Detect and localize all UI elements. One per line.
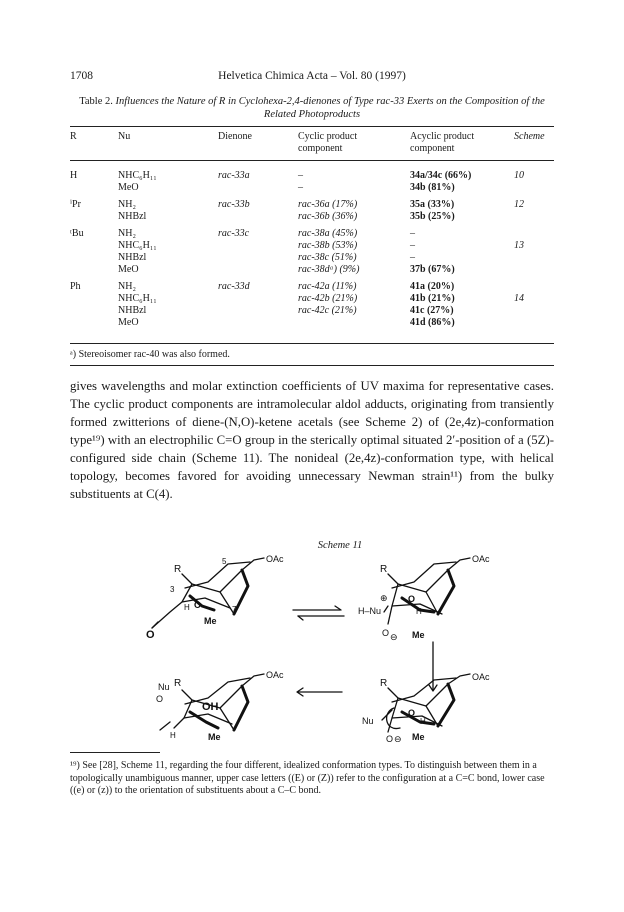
- footnote-marker: ¹⁹): [70, 760, 80, 771]
- label-7: 7: [232, 605, 237, 614]
- cell-cyclic: rac-36b (36%): [298, 211, 358, 222]
- cell-acyclic: 37b (67%): [410, 264, 455, 275]
- table-caption-label: Table 2.: [79, 96, 113, 107]
- cell-scheme: 14: [514, 293, 524, 304]
- footnote: [70, 760, 554, 798]
- cell-nu: NHBzl: [118, 252, 147, 263]
- label-o: O: [146, 629, 155, 641]
- cell-dienone: rac-33c: [218, 228, 250, 239]
- footnote-text: See [28], Scheme 11, regarding the four different, idealized conformation types. To distinguish between them in a topologically unambiguous manner, upper case letters ((E) or (Z)) refer to the configuration at a C=C bond, lower case ((e) or (z)) to the orientation of substituents about a C–C bond.: [70, 760, 545, 796]
- header-acyclic-2: component: [410, 143, 455, 154]
- cell-cyclic: –: [298, 182, 303, 193]
- cell-cyclic: rac-36a (17%): [298, 199, 358, 210]
- cell-nu: NH₂: [118, 199, 136, 210]
- label-h-nu: H–Nu: [358, 606, 382, 616]
- label-r: R: [174, 564, 182, 575]
- cell-nu: NHBzl: [118, 211, 147, 222]
- label-h: H: [420, 717, 426, 726]
- cell-cyclic: rac-38dᵃ) (9%): [298, 264, 360, 275]
- scheme-11-diagram: [130, 552, 560, 742]
- label-minus: ⊖: [390, 632, 398, 642]
- label-o: O: [382, 628, 390, 638]
- label-me: Me: [208, 732, 221, 742]
- label-oac: OAc: [266, 670, 284, 680]
- cell-dienone: rac-33d: [218, 281, 250, 292]
- label-h: H: [184, 603, 190, 612]
- cell-dienone: rac-33b: [218, 199, 250, 210]
- cell-acyclic: 41b (21%): [410, 293, 455, 304]
- scheme-title: Scheme 11: [317, 540, 363, 551]
- label-r: R: [380, 564, 388, 575]
- label-o: O: [408, 594, 416, 604]
- cell-scheme: 12: [514, 199, 524, 210]
- label-h: H: [416, 607, 422, 616]
- label-oac: OAc: [472, 672, 490, 682]
- table-bottom-rule: [70, 343, 554, 344]
- label-o: O: [194, 600, 202, 610]
- label-minus: ⊖: [394, 734, 402, 742]
- table-caption-text: Influences the Nature of R in Cyclohexa-2,4-dienones of Type rac-33 Exerts on the Composition of the Related Photoproducts: [115, 96, 545, 120]
- table-caption: [70, 95, 554, 121]
- cell-acyclic: 34a/34c (66%): [410, 170, 472, 181]
- header-cyclic-2: component: [298, 143, 343, 154]
- cell-cyclic: rac-42c (21%): [298, 305, 357, 316]
- cell-nu: NHC₆H₁₁: [118, 170, 157, 181]
- cell-r: Ph: [70, 281, 81, 292]
- label-3: 3: [170, 585, 175, 594]
- cell-acyclic: 35b (25%): [410, 211, 455, 222]
- label-me: Me: [204, 616, 217, 626]
- cell-cyclic: –: [298, 170, 303, 181]
- cell-r: ᵗBu: [70, 228, 84, 239]
- cell-nu: MeO: [118, 264, 139, 275]
- header-scheme: Scheme: [514, 131, 545, 142]
- cell-nu: NHC₆H₁₁: [118, 293, 157, 304]
- label-o: O: [156, 694, 164, 704]
- label-nu: Nu: [362, 716, 374, 726]
- cell-nu: MeO: [118, 317, 139, 328]
- label-o: O: [386, 734, 394, 742]
- header-acyclic-1: Acyclic product: [410, 131, 475, 142]
- cell-cyclic: rac-42a (11%): [298, 281, 357, 292]
- table-footnote: ᵃ) Stereoisomer rac-40 was also formed.: [70, 349, 230, 360]
- structure-bottom-right: [382, 674, 470, 732]
- cell-acyclic: 41a (20%): [410, 281, 455, 292]
- label-nu: Nu: [158, 682, 170, 692]
- cell-acyclic: 34b (81%): [410, 182, 455, 193]
- header-dienone: Dienone: [218, 131, 252, 142]
- label-oac: OAc: [472, 554, 490, 564]
- header-nu: Nu: [118, 131, 131, 142]
- journal-title: Helvetica Chimica Acta – Vol. 80 (1997): [218, 70, 406, 82]
- cell-acyclic: 41d (86%): [410, 317, 455, 328]
- cell-acyclic: –: [410, 228, 415, 239]
- page-number: 1708: [70, 70, 93, 82]
- label-me: Me: [412, 630, 425, 640]
- cell-scheme: 13: [514, 240, 524, 251]
- structure-top-right: [384, 558, 470, 624]
- cell-nu: NHBzl: [118, 305, 147, 316]
- cell-cyclic: rac-38a (45%): [298, 228, 358, 239]
- cell-cyclic: rac-38b (53%): [298, 240, 358, 251]
- cell-dienone: rac-33a: [218, 170, 250, 181]
- table-body: [0, 170, 624, 345]
- cell-acyclic: –: [410, 252, 415, 263]
- cell-r: H: [70, 170, 78, 181]
- header-cyclic-1: Cyclic product: [298, 131, 358, 142]
- label-5: 5: [222, 557, 227, 566]
- footnote-rule: [70, 752, 160, 753]
- label-plus: ⊕: [380, 593, 388, 603]
- table-end-rule: [70, 365, 554, 366]
- table-top-rule: [70, 126, 554, 127]
- label-h: H: [170, 731, 176, 740]
- cell-acyclic: –: [410, 240, 415, 251]
- label-oh: OH: [202, 701, 219, 713]
- cell-nu: NH₂: [118, 228, 136, 239]
- header-r: R: [70, 131, 77, 142]
- cell-nu: NHC₆H₁₁: [118, 240, 157, 251]
- table-header-rule: [70, 160, 554, 161]
- label-o: O: [408, 708, 416, 718]
- label-me: Me: [412, 732, 425, 742]
- cell-acyclic: 41c (27%): [410, 305, 454, 316]
- label-r: R: [380, 678, 388, 689]
- cell-r: ⁱPr: [70, 199, 81, 210]
- cell-nu: MeO: [118, 182, 139, 193]
- cell-cyclic: rac-42b (21%): [298, 293, 358, 304]
- table-header: [0, 131, 624, 161]
- cell-scheme: 10: [514, 170, 524, 181]
- cell-cyclic: rac-38c (51%): [298, 252, 357, 263]
- cell-nu: NH₂: [118, 281, 136, 292]
- label-r: R: [174, 678, 182, 689]
- body-paragraph: gives wavelengths and molar extinction coefficients of UV maxima for representative cases. The cyclic product components are intramolecular aldol adducts, originating from transiently formed zwitterions of diene-(N,O)-ketene acetals (see Scheme 2) of (2e,4z)-conformation type¹⁹) with an electrophilic C=O group in the sterically optimal situated 2′-position of a (5Z)-configured side chain (Scheme 11). The nonideal (2e,4z)-conformation type, with helical topology, becomes favored for avoiding unnecessary Newman strain¹¹) from the bulky substituents at C(4).: [70, 379, 554, 501]
- cell-acyclic: 35a (33%): [410, 199, 455, 210]
- label-oac: OAc: [266, 554, 284, 564]
